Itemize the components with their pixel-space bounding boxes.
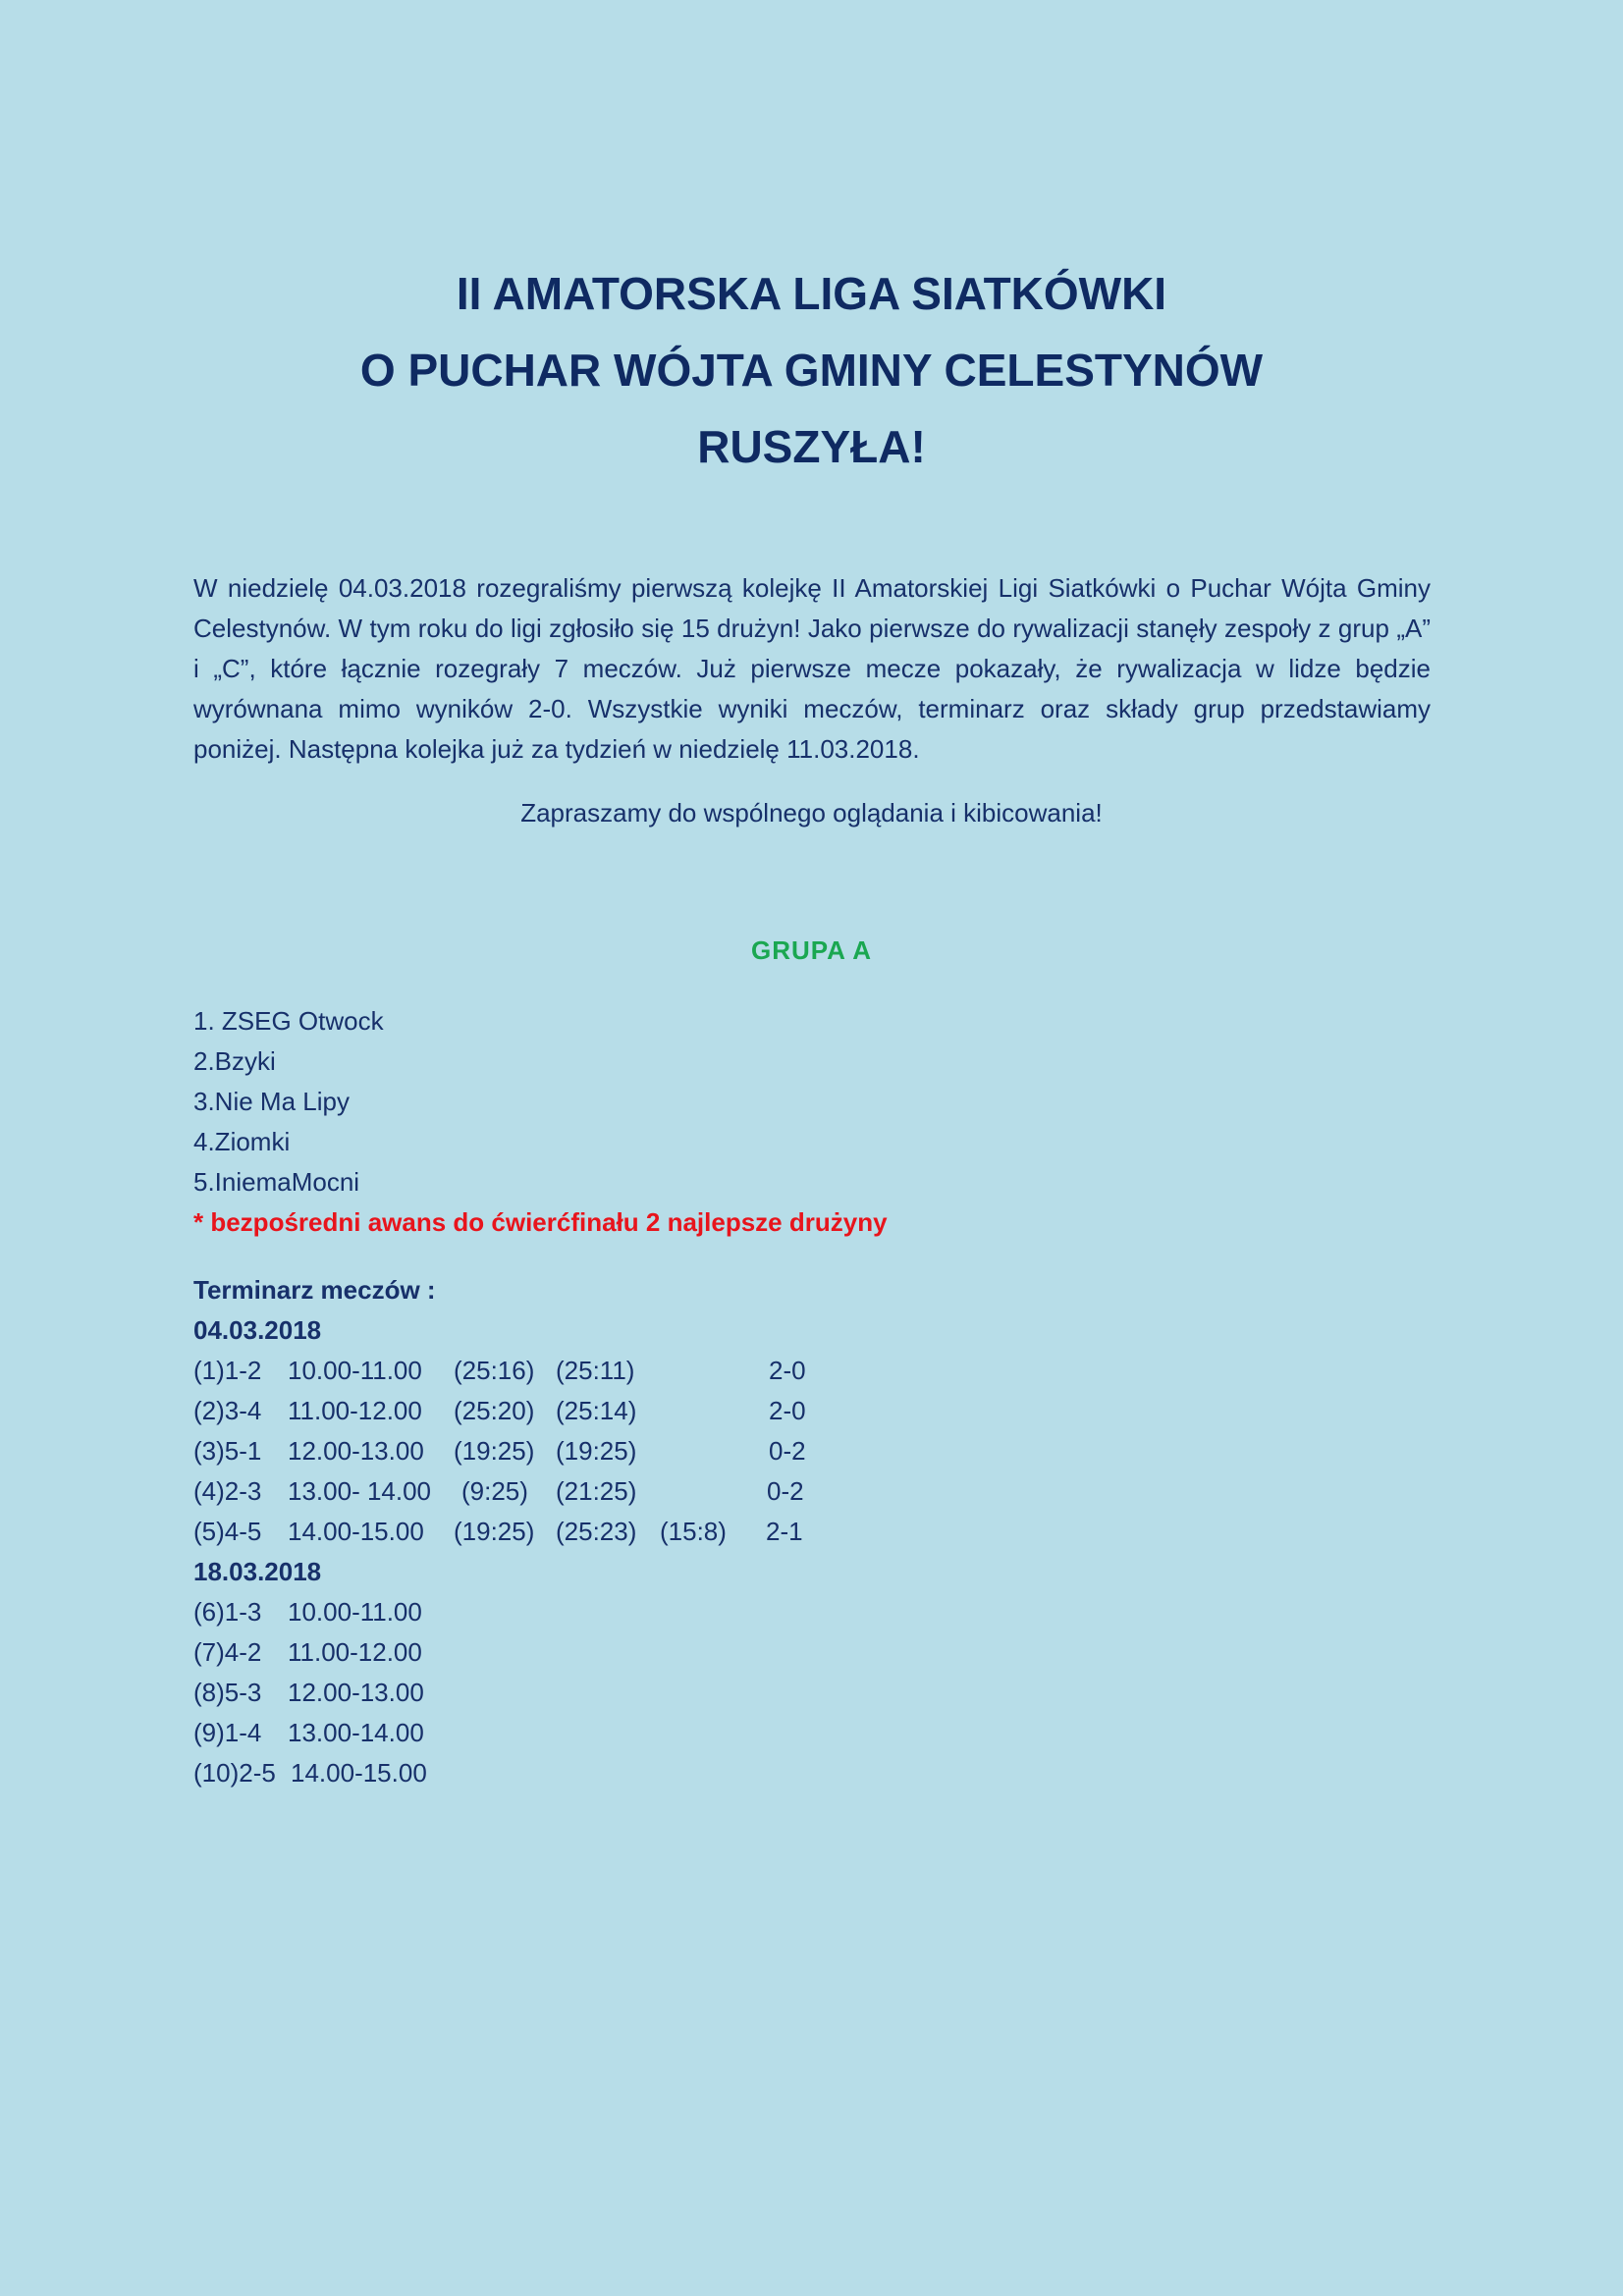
match-result: 2-1 [766, 1517, 803, 1546]
match-row [193, 1351, 806, 1391]
match-time: 12.00-13.00 [288, 1436, 424, 1466]
match-row [193, 1753, 436, 1793]
set-score: (21:25) [556, 1476, 637, 1506]
match-id: (1)1-2 [193, 1356, 262, 1385]
match-id: (10)2-5 [193, 1758, 276, 1788]
match-time: 13.00- 14.00 [288, 1476, 432, 1506]
match-result: 0-2 [767, 1476, 804, 1506]
match-time: 10.00-11.00 [288, 1597, 422, 1627]
match-time: 11.00-12.00 [288, 1637, 422, 1667]
match-time: 13.00-14.00 [288, 1718, 424, 1747]
match-result: 2-0 [769, 1356, 806, 1385]
schedule [193, 1270, 806, 1793]
match-id: (4)2-3 [193, 1476, 262, 1506]
intro-paragraph: W niedzielę 04.03.2018 rozegraliśmy pierwszą kolejkę II Amatorskiej Ligi Siatkówki o Puchar Wójta Gminy Celestynów. W tym roku do ligi zgłosiło się 15 drużyn! Jako pierwsze do rywalizacji stanęły zespoły z grup „A” i „C”, które łącznie rozegrały 7 meczów. Już pierwsze mecze pokazały, że rywalizacja w lidze będzie wyrównana mimo wyników 2-0. Wszystkie wyniki meczów, terminarz oraz składy grup przedstawiamy poniżej. Następna kolejka już za tydzień w niedzielę 11.03.2018. [193, 573, 1431, 764]
match-id: (2)3-4 [193, 1396, 262, 1425]
invite-text: Zapraszamy do wspólnego oglądania i kibicowania! [520, 798, 1103, 828]
match-time: 14.00-15.00 [288, 1517, 424, 1546]
group-heading: GRUPA A [750, 935, 873, 965]
team-item: 5.IniemaMocni [193, 1167, 360, 1197]
team-list [193, 1001, 888, 1243]
set-score: (25:23) [556, 1517, 637, 1546]
advancement-note: * bezpośredni awans do ćwierćfinału 2 najlepsze drużyny [193, 1207, 888, 1237]
match-row [193, 1592, 436, 1632]
match-id: (9)1-4 [193, 1718, 262, 1747]
set-score: (19:25) [454, 1436, 535, 1466]
match-time: 14.00-15.00 [291, 1758, 427, 1788]
set-score: (25:20) [454, 1396, 535, 1425]
set-score: (25:11) [556, 1356, 635, 1385]
match-id: (3)5-1 [193, 1436, 262, 1466]
match-result: 0-2 [769, 1436, 806, 1466]
match-row [193, 1512, 803, 1552]
title-line-3: RUSZYŁA! [697, 421, 926, 472]
set-score: (25:16) [454, 1356, 535, 1385]
match-row [193, 1673, 436, 1713]
match-row [193, 1632, 436, 1673]
match-id: (6)1-3 [193, 1597, 262, 1627]
match-result: 2-0 [769, 1396, 806, 1425]
team-item: 4.Ziomki [193, 1127, 291, 1156]
match-row [193, 1471, 804, 1512]
set-score: (9:25) [461, 1476, 528, 1506]
match-row [193, 1431, 806, 1471]
schedule-date: 18.03.2018 [193, 1557, 322, 1586]
schedule-date: 04.03.2018 [193, 1315, 322, 1345]
set-score: (15:8) [660, 1517, 727, 1546]
match-time: 10.00-11.00 [288, 1356, 422, 1385]
title-line-1: II AMATORSKA LIGA SIATKÓWKI [456, 268, 1167, 319]
team-item: 2.Bzyki [193, 1046, 276, 1076]
schedule-heading: Terminarz meczów : [193, 1275, 436, 1305]
match-time: 12.00-13.00 [288, 1678, 424, 1707]
match-row [193, 1713, 436, 1753]
team-item: 3.Nie Ma Lipy [193, 1087, 350, 1116]
set-score: (19:25) [454, 1517, 535, 1546]
match-id: (7)4-2 [193, 1637, 262, 1667]
match-id: (5)4-5 [193, 1517, 262, 1546]
set-score: (25:14) [556, 1396, 637, 1425]
match-id: (8)5-3 [193, 1678, 262, 1707]
match-row [193, 1391, 806, 1431]
match-time: 11.00-12.00 [288, 1396, 422, 1425]
set-score: (19:25) [556, 1436, 637, 1466]
title-line-2: O PUCHAR WÓJTA GMINY CELESTYNÓW [359, 345, 1264, 396]
team-item: 1. ZSEG Otwock [193, 1006, 384, 1036]
